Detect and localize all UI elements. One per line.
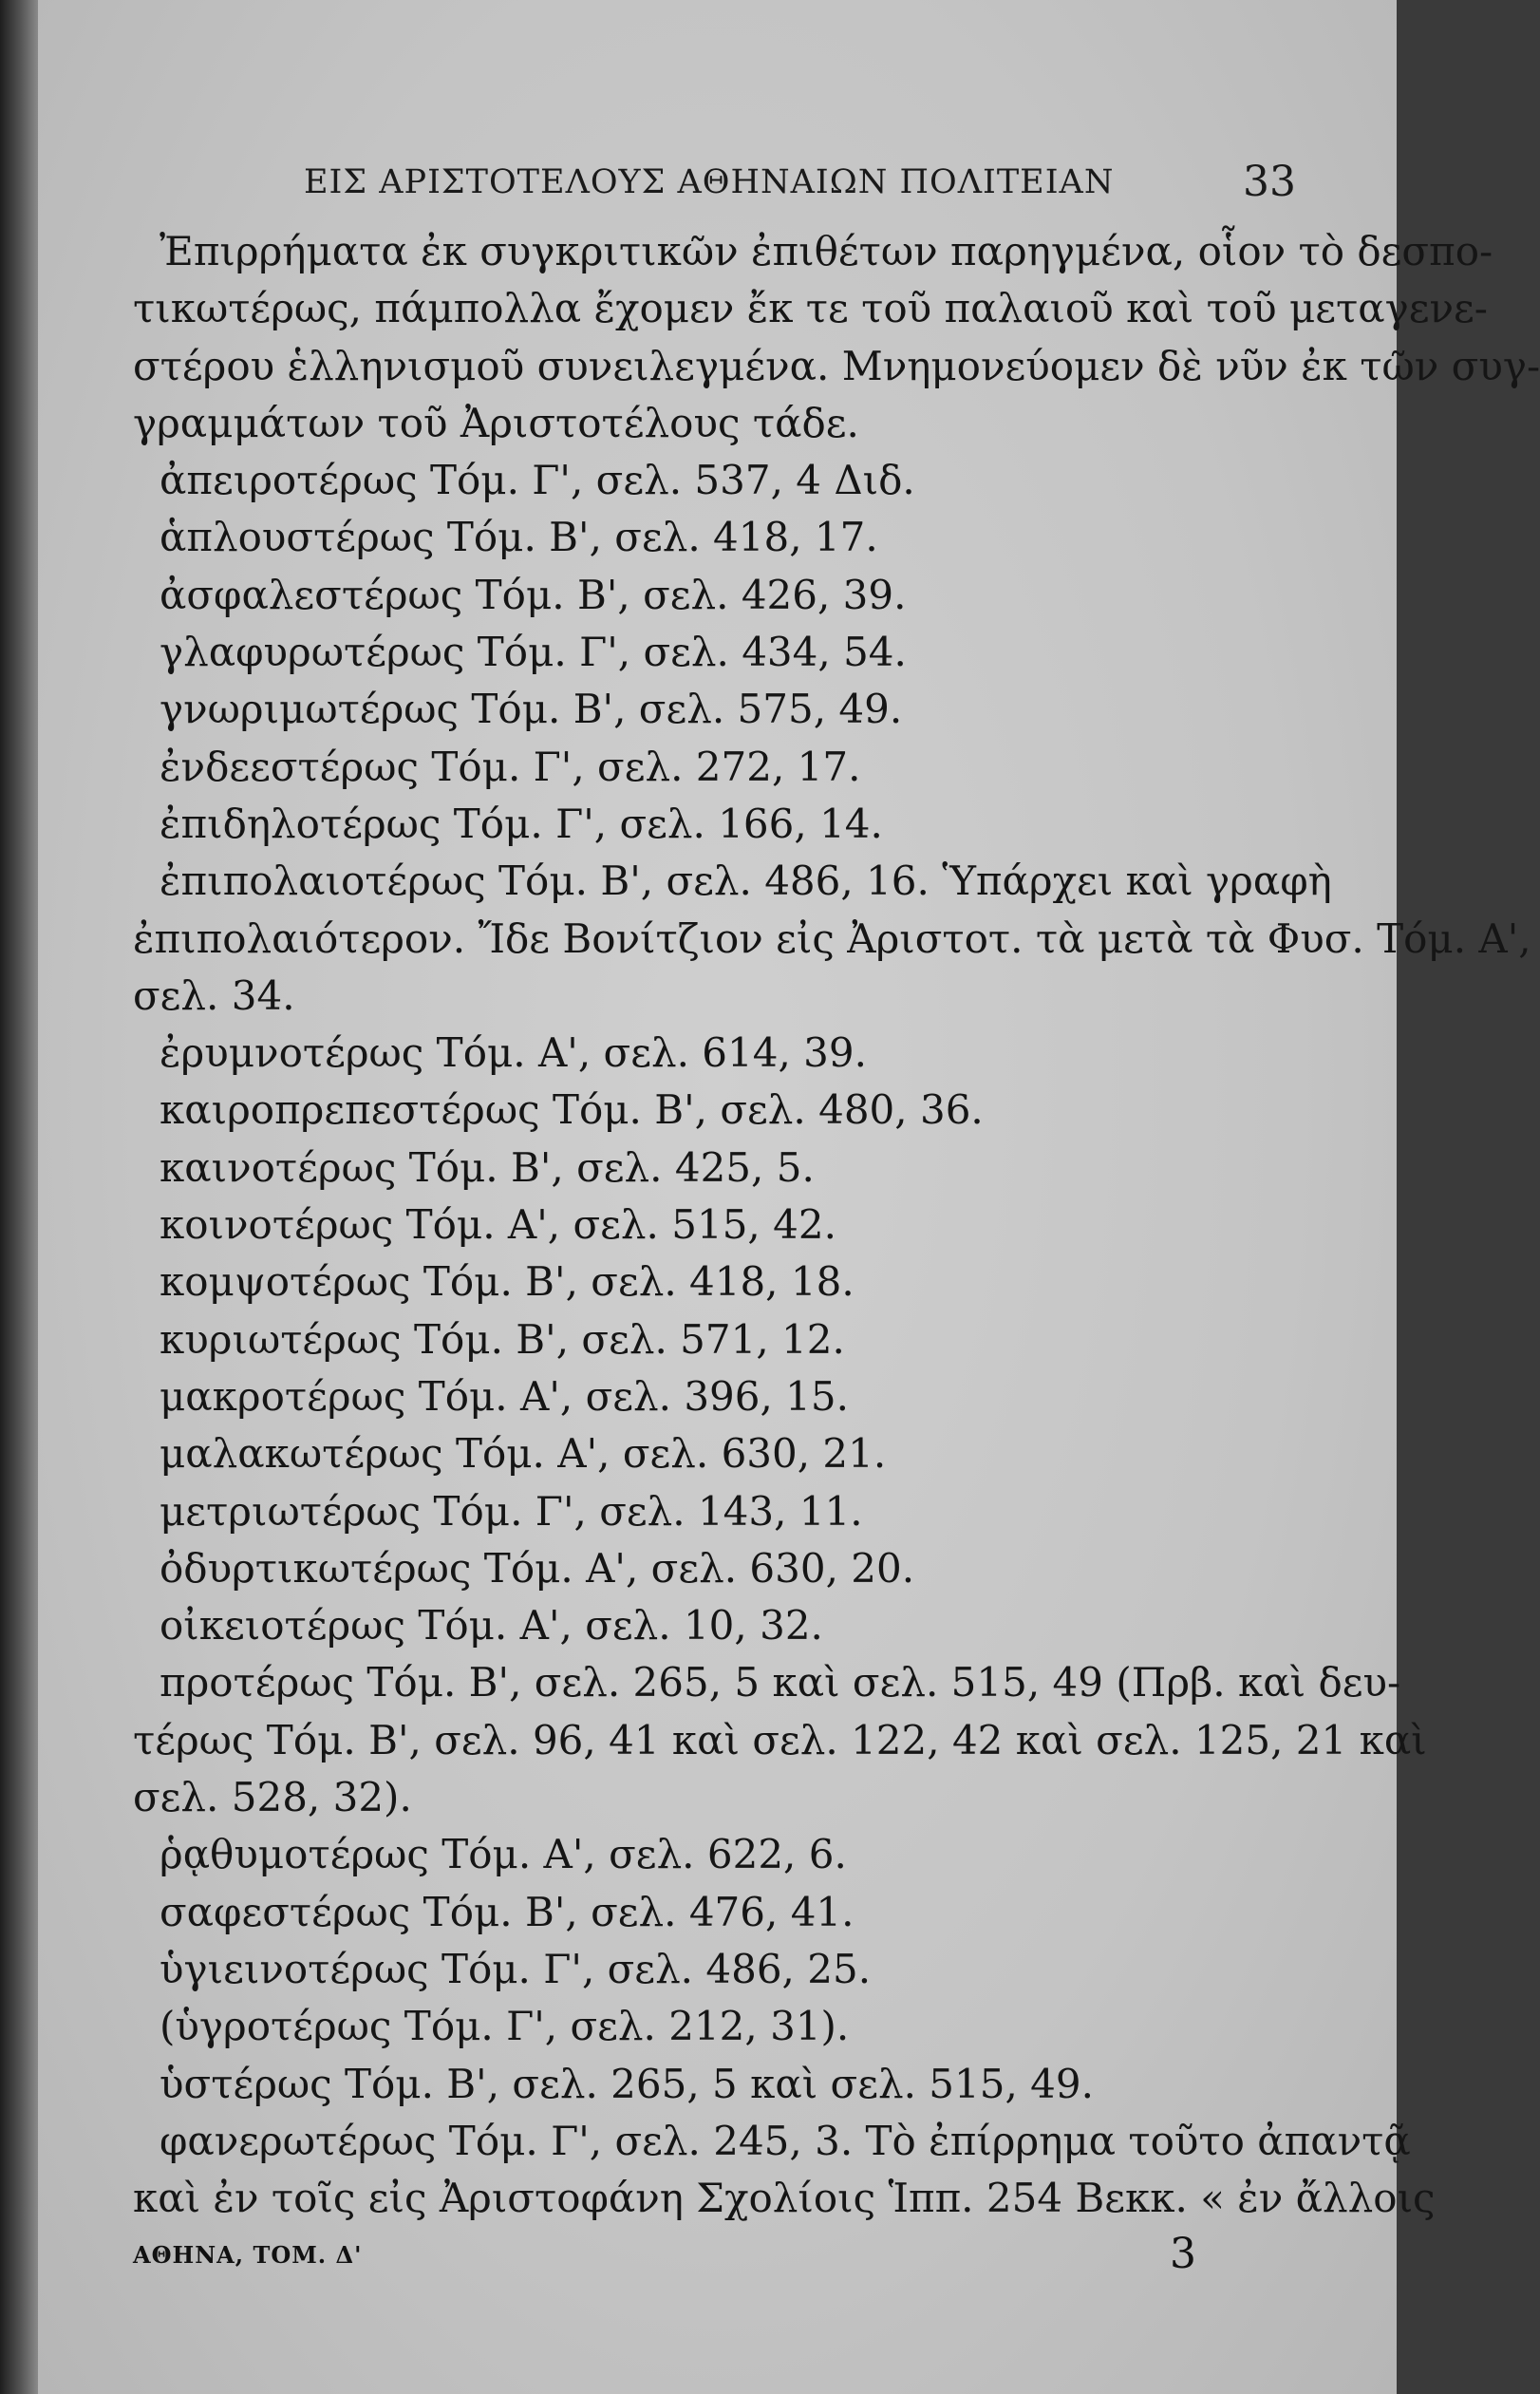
page-footer: [133, 2222, 1196, 2279]
text-line: τικωτέρως, πάμπολλα ἔχομεν ἔκ τε τοῦ παλαιοῦ καὶ τοῦ μεταγενε-: [133, 285, 1488, 332]
text-line: στέρου ἑλληνισμοῦ συνειλεγμένα. Μνημονεύομεν δὲ νῦν ἐκ τῶν συγ-: [133, 342, 1540, 389]
page-number: 33: [1243, 158, 1296, 206]
entry-line: κυριωτέρως Τόμ. Β', σελ. 571, 12.: [160, 1315, 845, 1363]
entry-line: (ὑγροτέρως Τόμ. Γ', σελ. 212, 31).: [160, 2003, 850, 2050]
entry-line: καινοτέρως Τόμ. Β', σελ. 425, 5.: [160, 1143, 815, 1191]
entry-line: προτέρως Τόμ. Β', σελ. 265, 5 καὶ σελ. 515, 49 (Πρβ. καὶ δευ-: [160, 1659, 1401, 1706]
entry-line: κομψοτέρως Τόμ. Β', σελ. 418, 18.: [160, 1258, 855, 1306]
text-line: τέρως Τόμ. Β', σελ. 96, 41 καὶ σελ. 122, 42 καὶ σελ. 125, 21 καὶ: [133, 1716, 1427, 1763]
text-line: ἐπιπολαιότερον. Ἴδε Βονίτζιον εἰς Ἀριστοτ. τὰ μετὰ τὰ Φυσ. Τόμ. Α',: [133, 914, 1531, 962]
running-header: [114, 142, 1296, 206]
entry-line: κοινοτέρως Τόμ. Α', σελ. 515, 42.: [160, 1201, 836, 1249]
entry-line: καιροπρεπεστέρως Τόμ. Β', σελ. 480, 36.: [160, 1086, 984, 1134]
entry-line: ὑγιεινοτέρως Τόμ. Γ', σελ. 486, 25.: [160, 1945, 872, 1992]
entry-line: ῥᾳθυμοτέρως Τόμ. Α', σελ. 622, 6.: [160, 1831, 847, 1878]
text-line: Ἐπιρρήματα ἐκ συγκριτικῶν ἐπιθέτων παρηγμένα, οἷον τὸ δεσπο-: [160, 228, 1493, 274]
entry-line: σαφεστέρως Τόμ. Β', σελ. 476, 41.: [160, 1888, 855, 1935]
entry-line: ἐνδεεστέρως Τόμ. Γ', σελ. 272, 17.: [160, 743, 861, 790]
text-body: [133, 223, 1540, 2227]
text-line: καὶ ἐν τοῖς εἰς Ἀριστοφάνη Σχολίοις Ἱππ. 254 Βεκκ. « ἐν ἄλλοις: [133, 2175, 1436, 2222]
book-binding-shadow: [0, 0, 38, 2394]
entry-line: ὀδυρτικωτέρως Τόμ. Α', σελ. 630, 20.: [160, 1544, 915, 1592]
entry-line: ἀσφαλεστέρως Τόμ. Β', σελ. 426, 39.: [160, 571, 907, 618]
text-line: σελ. 528, 32).: [133, 1774, 412, 1821]
entry-line: μετριωτέρως Τόμ. Γ', σελ. 143, 11.: [160, 1487, 863, 1535]
signature-mark: ΑΘΗΝΑ, ΤΟΜ. Δ': [133, 2241, 363, 2269]
entry-line: μακροτέρως Τόμ. Α', σελ. 396, 15.: [160, 1372, 849, 1420]
entry-line: ἀπειροτέρως Τόμ. Γ', σελ. 537, 4 Διδ.: [160, 457, 915, 504]
entry-line: ἁπλουστέρως Τόμ. Β', σελ. 418, 17.: [160, 514, 878, 561]
entry-line: γλαφυρωτέρως Τόμ. Γ', σελ. 434, 54.: [160, 629, 907, 676]
text-line: γραμμάτων τοῦ Ἀριστοτέλους τάδε.: [133, 399, 859, 446]
entry-line: ἐρυμνοτέρως Τόμ. Α', σελ. 614, 39.: [160, 1029, 867, 1077]
running-title: ΕΙΣ ΑΡΙΣΤΟΤΕΛΟΥΣ ΑΘΗΝΑΙΩΝ ΠΟΛΙΤΕΙΑΝ: [304, 163, 1115, 201]
entry-line: ἐπιδηλοτέρως Τόμ. Γ', σελ. 166, 14.: [160, 800, 883, 847]
entry-line: ἐπιπολαιοτέρως Τόμ. Β', σελ. 486, 16. Ὑπάρχει καὶ γραφὴ: [160, 858, 1332, 905]
entry-line: γνωριμωτέρως Τόμ. Β', σελ. 575, 49.: [160, 686, 903, 733]
entry-line: μαλακωτέρως Τόμ. Α', σελ. 630, 21.: [160, 1430, 887, 1478]
entry-line: φανερωτέρως Τόμ. Γ', σελ. 245, 3. Τὸ ἐπίρρημα τοῦτο ἀπαντᾷ: [160, 2117, 1411, 2164]
entry-line: οἰκειοτέρως Τόμ. Α', σελ. 10, 32.: [160, 1602, 823, 1649]
text-line: σελ. 34.: [133, 971, 295, 1019]
entry-line: ὑστέρως Τόμ. Β', σελ. 265, 5 καὶ σελ. 515, 49.: [160, 2060, 1094, 2107]
signature-number: 3: [1170, 2230, 1196, 2278]
